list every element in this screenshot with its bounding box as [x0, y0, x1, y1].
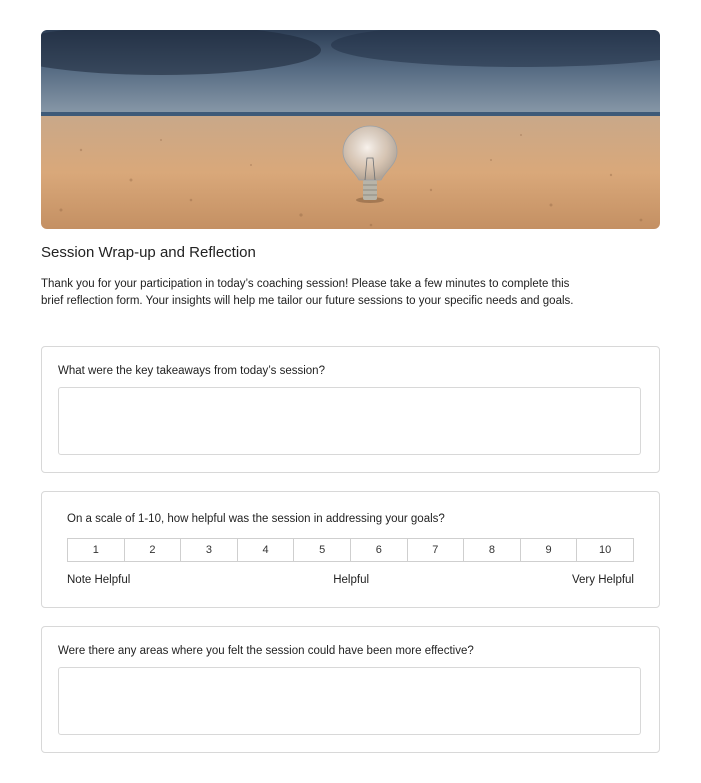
question-label: What were the key takeaways from today’s session? — [58, 365, 325, 377]
rating-option[interactable]: 8 — [464, 539, 521, 561]
rating-label-low: Note Helpful — [67, 574, 131, 586]
header-image-lightbulb-desert — [41, 30, 660, 229]
rating-option[interactable]: 2 — [125, 539, 182, 561]
question-label: On a scale of 1-10, how helpful was the session in addressing your goals? — [67, 513, 445, 525]
rating-label-high: Very Helpful — [571, 574, 634, 586]
rating-option[interactable]: 9 — [521, 539, 578, 561]
rating-option[interactable]: 7 — [408, 539, 465, 561]
takeaways-textarea[interactable] — [58, 387, 641, 455]
rating-scale — [67, 538, 634, 562]
question-card-rating — [41, 491, 660, 608]
question-card-takeaways — [41, 346, 660, 473]
improvements-textarea[interactable] — [58, 667, 641, 735]
form-title: Session Wrap-up and Reflection — [41, 244, 256, 261]
rating-label-mid: Helpful — [333, 574, 370, 586]
rating-option[interactable]: 4 — [238, 539, 295, 561]
question-card-improvements — [41, 626, 660, 753]
rating-option[interactable]: 3 — [181, 539, 238, 561]
rating-option[interactable]: 1 — [68, 539, 125, 561]
rating-scale-labels — [67, 574, 634, 586]
rating-option[interactable]: 6 — [351, 539, 408, 561]
form-intro: Thank you for your participation in today’s coaching session! Please take a few minutes to complete this brief reflection form. Your insights will help me tailor our future sessions to your specific needs and goals. — [41, 278, 574, 307]
rating-option[interactable]: 10 — [599, 544, 612, 556]
rating-option[interactable]: 5 — [294, 539, 351, 561]
question-label: Were there any areas where you felt the session could have been more effective? — [58, 645, 474, 657]
